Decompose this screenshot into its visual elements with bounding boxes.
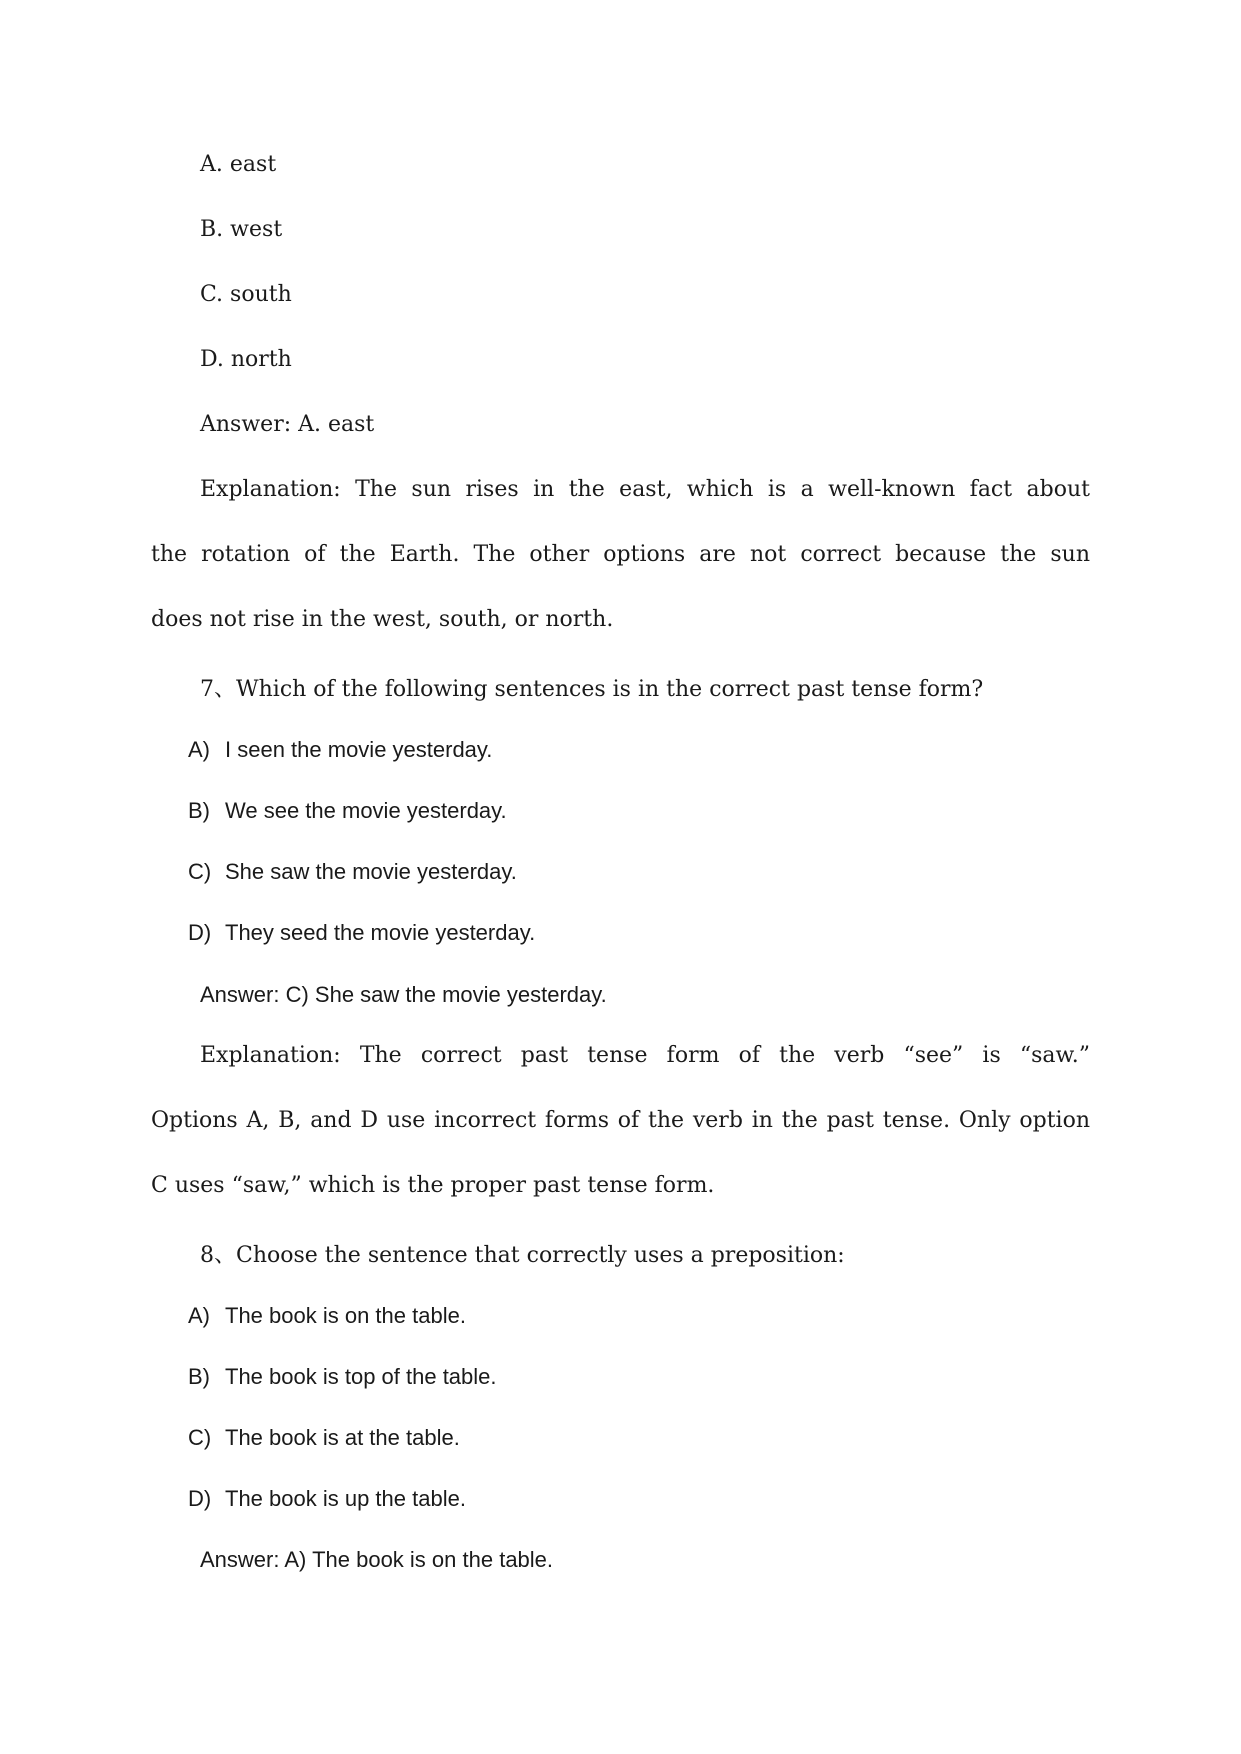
q8-option-d <box>188 1486 466 1512</box>
q6-option-c <box>200 282 292 307</box>
q8-option-a-letter: A) <box>188 1303 210 1328</box>
q8-answer: Answer: A) The book is on the table. <box>200 1547 554 1572</box>
q6-explanation-line-2: the rotation of the Earth. The other options are not correct because the sun <box>151 542 1090 567</box>
q7-option-d-letter: D) <box>188 920 212 945</box>
q7-option-a-letter: A) <box>188 737 210 762</box>
q6-explanation-line-1: Explanation: The sun rises in the east, which is a well-known fact about <box>200 477 1090 502</box>
q8-option-b-text: The book is top of the table. <box>225 1364 497 1389</box>
q6-option-d-text: north <box>230 347 292 372</box>
q6-option-b-letter: B. <box>200 217 224 242</box>
q6-answer: Answer: A. east <box>200 412 375 437</box>
q6-option-a <box>200 152 276 177</box>
q7-option-b-letter: B) <box>188 798 210 823</box>
q8-option-b <box>188 1364 497 1390</box>
q6-option-b-text: west <box>230 217 283 242</box>
q7-option-d-text: They seed the movie yesterday. <box>225 920 536 945</box>
q7-option-c-text: She saw the movie yesterday. <box>225 859 517 884</box>
q7-option-a-text: I seen the movie yesterday. <box>225 737 493 762</box>
q8-option-d-letter: D) <box>188 1486 212 1511</box>
q7-option-b <box>188 798 507 824</box>
q6-option-b <box>200 217 282 242</box>
q7-answer: Answer: C) She saw the movie yesterday. <box>200 982 607 1007</box>
q7-explanation-line-2: Options A, B, and D use incorrect forms of the verb in the past tense. Only option <box>151 1108 1090 1133</box>
q7-option-b-text: We see the movie yesterday. <box>225 798 507 823</box>
q6-option-a-letter: A. <box>200 152 223 177</box>
q8-option-b-letter: B) <box>188 1364 210 1389</box>
q8-option-a <box>188 1303 466 1329</box>
q6-option-c-letter: C. <box>200 282 224 307</box>
q7-option-c <box>188 859 517 885</box>
q6-option-d-letter: D. <box>200 347 224 372</box>
q7-option-a <box>188 737 492 763</box>
q7-explanation-line-1: Explanation: The correct past tense form of the verb “see” is “saw.” <box>200 1043 1090 1068</box>
q8-option-a-text: The book is on the table. <box>225 1303 466 1328</box>
q6-option-d <box>200 347 292 372</box>
q7-option-d <box>188 920 535 946</box>
q8-option-c-letter: C) <box>188 1425 212 1450</box>
q8-option-d-text: The book is up the table. <box>225 1486 466 1511</box>
q7-question: 7、Which of the following sentences is in the correct past tense form? <box>200 677 984 702</box>
q7-explanation-line-3: C uses “saw,” which is the proper past tense form. <box>151 1173 715 1198</box>
q8-question: 8、Choose the sentence that correctly uses a preposition: <box>200 1243 845 1268</box>
q6-explanation-line-3: does not rise in the west, south, or north. <box>151 607 614 632</box>
q8-option-c <box>188 1425 460 1451</box>
q8-option-c-text: The book is at the table. <box>225 1425 460 1450</box>
q7-option-c-letter: C) <box>188 859 212 884</box>
q6-option-a-text: east <box>229 152 277 177</box>
q6-option-c-text: south <box>230 282 292 307</box>
